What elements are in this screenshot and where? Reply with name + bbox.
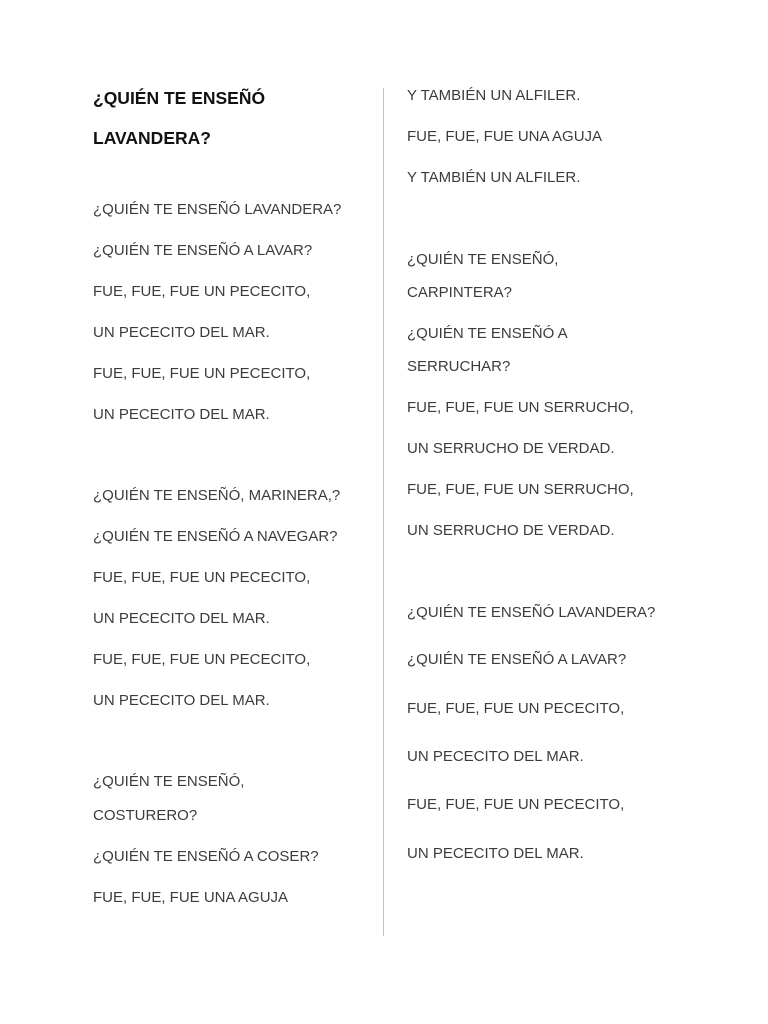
lyric-line: ¿QUIÉN TE ENSEÑÓ A LAVAR?: [93, 242, 313, 259]
lyric-line: UN PECECITO DEL MAR.: [93, 692, 270, 709]
lyric-line: ¿QUIÉN TE ENSEÑÓ, MARINERA,?: [93, 487, 341, 504]
lyric-line: FUE, FUE, FUE UN PECECITO,: [93, 651, 311, 668]
lyric-line: ¿QUIÉN TE ENSEÑÓ A: [407, 325, 568, 342]
title-line-1: ¿QUIÉN TE ENSEÑÓ: [93, 88, 266, 108]
lyric-line: ¿QUIÉN TE ENSEÑÓ LAVANDERA?: [407, 604, 656, 621]
lyric-line: ¿QUIÉN TE ENSEÑÓ A NAVEGAR?: [93, 528, 338, 545]
lyric-line: FUE, FUE, FUE UNA AGUJA: [93, 889, 289, 906]
lyric-line: ¿QUIÉN TE ENSEÑÓ A COSER?: [93, 848, 319, 865]
lyric-line: ¿QUIÉN TE ENSEÑÓ A LAVAR?: [407, 651, 627, 668]
lyric-line: ¿QUIÉN TE ENSEÑÓ,: [93, 773, 245, 790]
lyric-line: UN SERRUCHO DE VERDAD.: [407, 440, 615, 457]
lyric-line: UN PECECITO DEL MAR.: [93, 406, 270, 423]
title-line-2: LAVANDERA?: [93, 128, 211, 148]
lyric-line: UN SERRUCHO DE VERDAD.: [407, 522, 615, 539]
lyric-line: FUE, FUE, FUE UN PECECITO,: [93, 365, 311, 382]
lyric-line: ¿QUIÉN TE ENSEÑÓ LAVANDERA?: [93, 201, 342, 218]
lyric-line: UN PECECITO DEL MAR.: [407, 845, 584, 862]
lyric-line: FUE, FUE, FUE UN PECECITO,: [407, 700, 625, 717]
lyric-line: CARPINTERA?: [407, 284, 513, 301]
lyric-line: FUE, FUE, FUE UN SERRUCHO,: [407, 399, 634, 416]
lyric-line: ¿QUIÉN TE ENSEÑÓ,: [407, 251, 559, 268]
lyric-line: FUE, FUE, FUE UN PECECITO,: [93, 569, 311, 586]
column-divider: [383, 88, 384, 936]
lyric-line: UN PECECITO DEL MAR.: [93, 324, 270, 341]
lyric-line: FUE, FUE, FUE UN PECECITO,: [407, 796, 625, 813]
lyric-line: Y TAMBIÉN UN ALFILER.: [407, 87, 581, 104]
lyric-line: COSTURERO?: [93, 807, 198, 824]
lyric-line: FUE, FUE, FUE UNA AGUJA: [407, 128, 603, 145]
lyric-line: FUE, FUE, FUE UN SERRUCHO,: [407, 481, 634, 498]
lyric-line: FUE, FUE, FUE UN PECECITO,: [93, 283, 311, 300]
lyric-line: SERRUCHAR?: [407, 358, 511, 375]
lyric-line: UN PECECITO DEL MAR.: [407, 748, 584, 765]
lyric-line: UN PECECITO DEL MAR.: [93, 610, 270, 627]
lyric-line: Y TAMBIÉN UN ALFILER.: [407, 169, 581, 186]
